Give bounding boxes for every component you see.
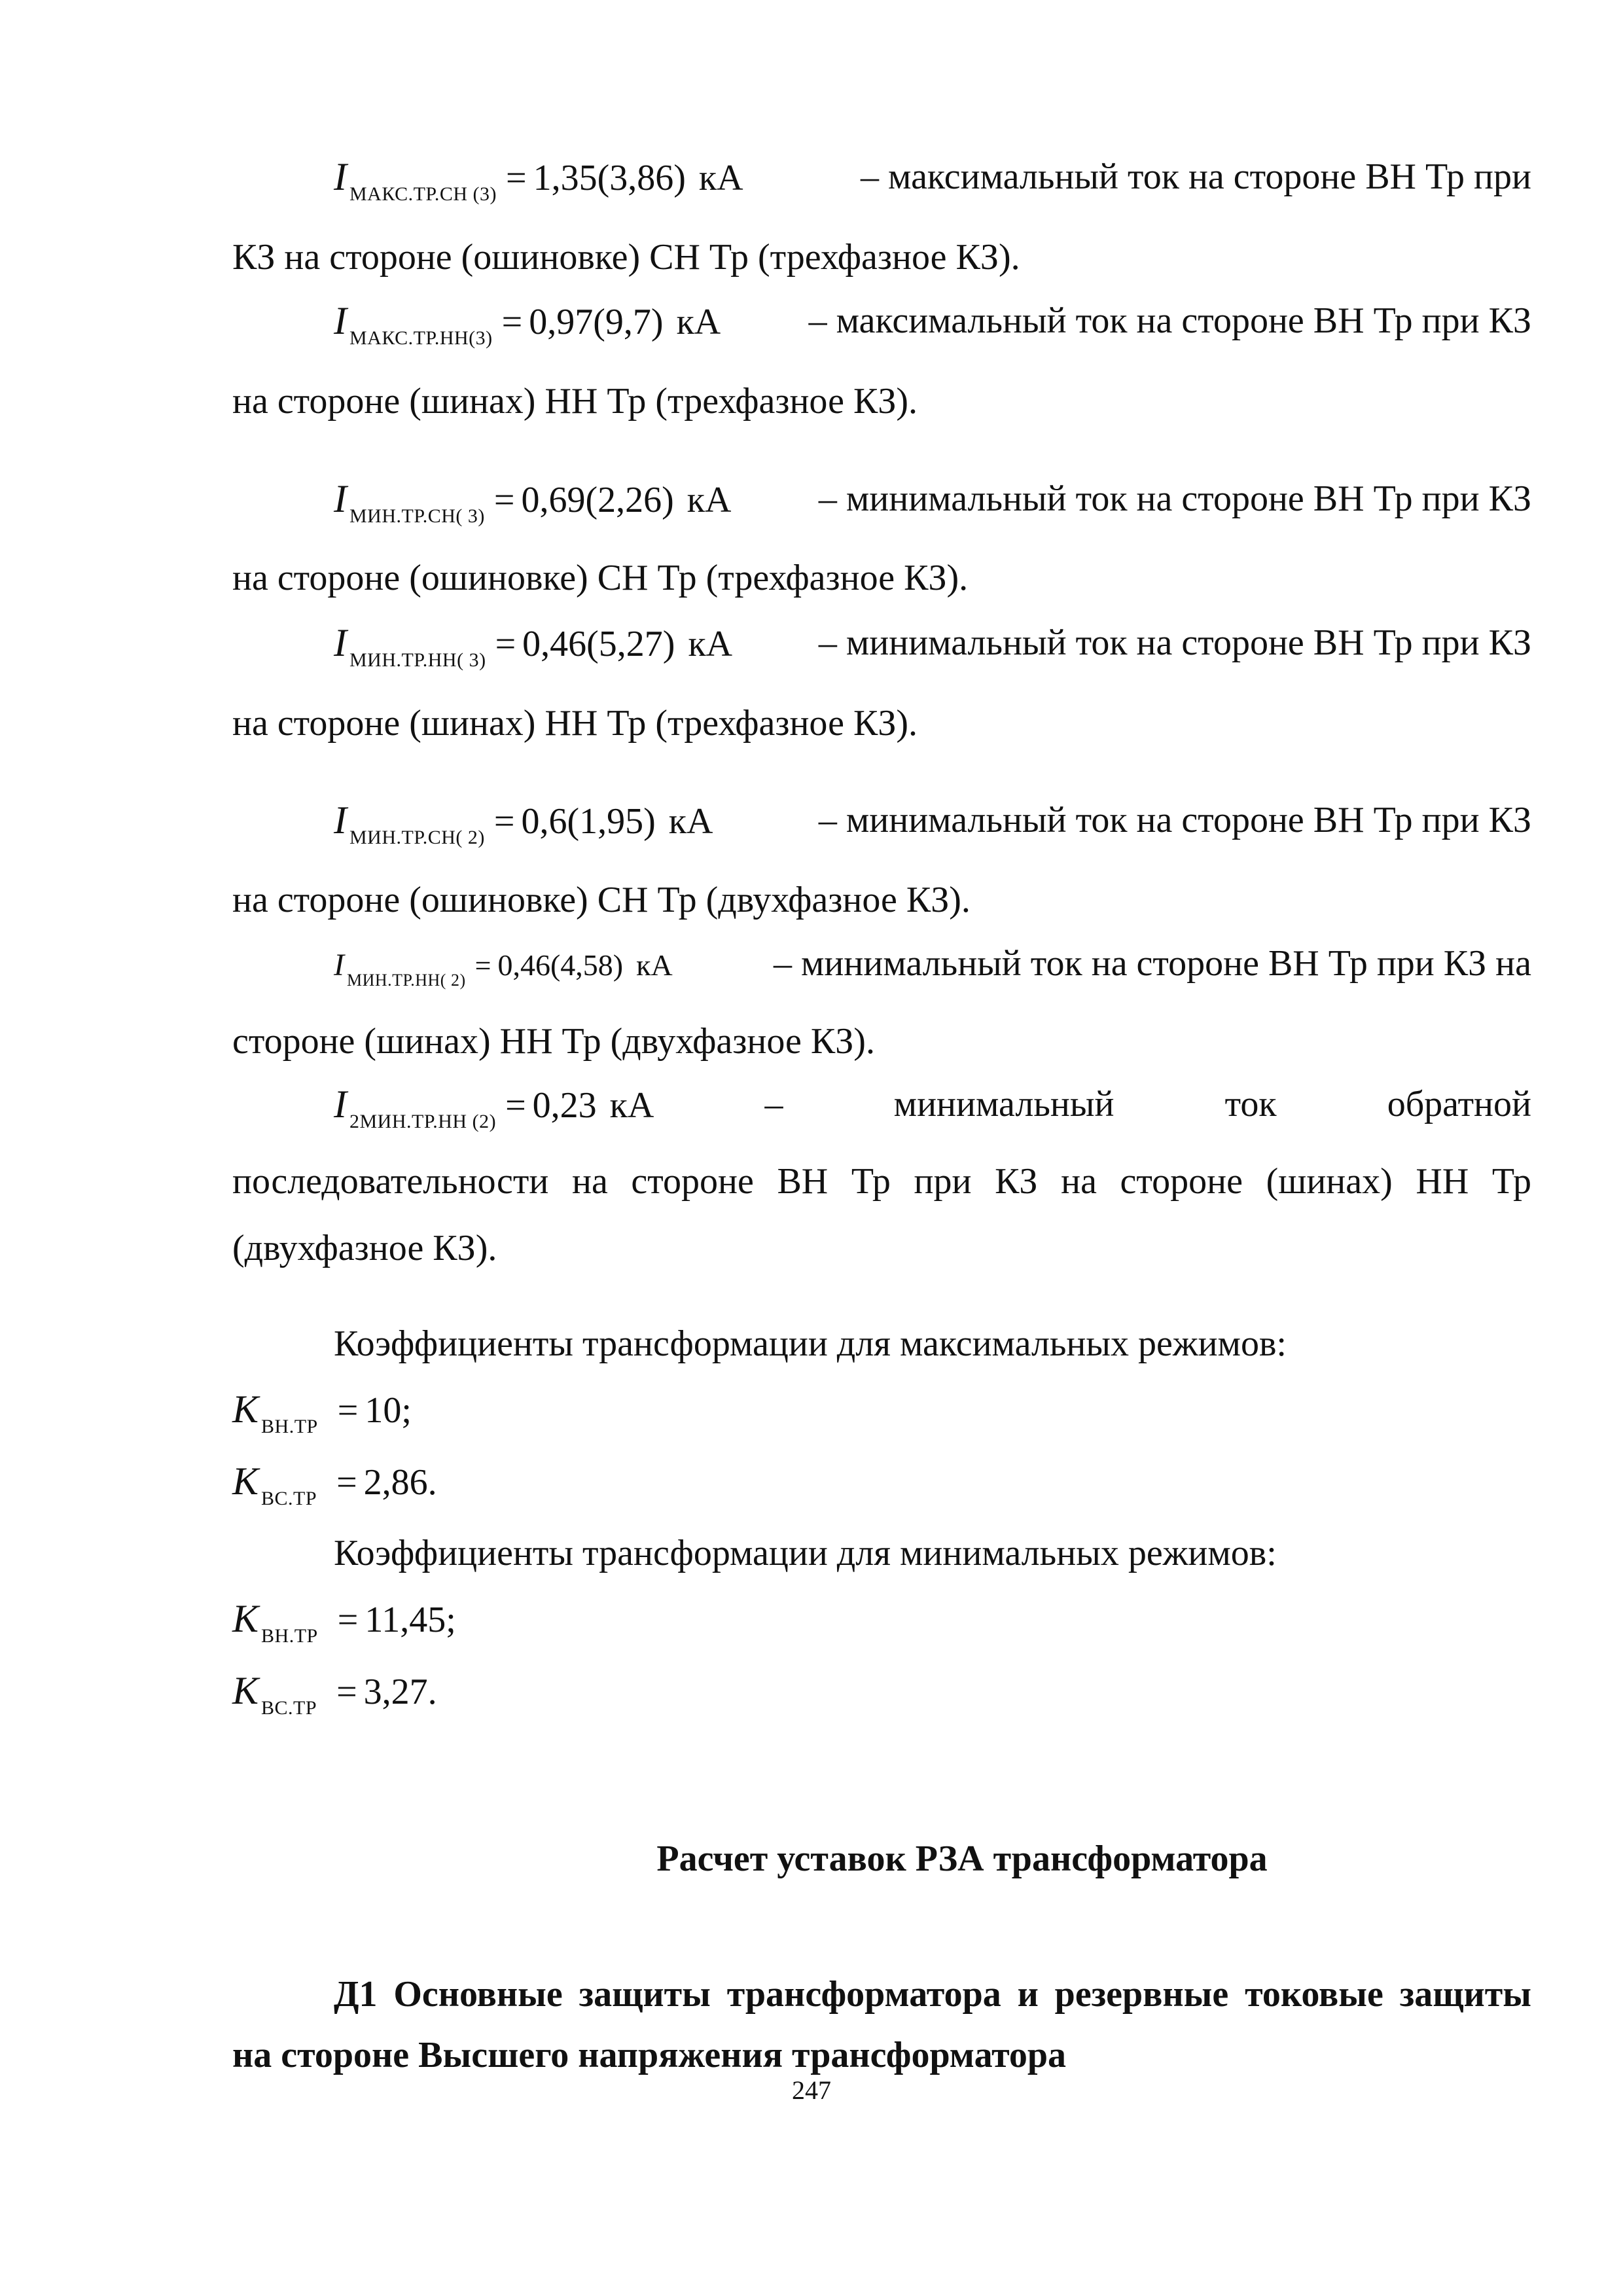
equals-sign: = [495,624,516,664]
equals-sign: = [493,480,515,520]
equals-sign: = [474,950,491,982]
formula-unit: кА [687,480,732,520]
dash: – [764,1084,783,1124]
formula-continuation: на стороне (ошиновке) СН Тр (трехфазное КЗ). [232,558,969,598]
word: обратной [1387,1084,1531,1124]
equals-sign: = [501,302,523,342]
word: токовые [1245,1974,1383,2015]
coeff-value: 11,45; [365,1600,456,1640]
current-symbol: I [334,1083,347,1126]
subscript: МИН.ТР.НН( 3) [349,649,486,671]
subscript: МАКС.ТР.НН(3) [349,327,493,349]
coeff-symbol: K [232,1388,259,1431]
coeff-value: 2,86. [363,1462,437,1503]
word: стороне [1120,1161,1243,1202]
subsection-heading-line1 [334,1971,1531,2017]
subsection-heading-line2: на стороне Высшего напряжения трансформатора [232,2035,1067,2075]
equals-sign: = [336,1672,357,1712]
coeff-min-vn [232,1596,1531,1649]
subscript: МИН.ТР.СН( 3) [349,505,485,527]
formula-max-ch3 [334,154,1531,207]
coeff-symbol: K [232,1669,259,1712]
word: при [914,1161,972,1202]
word: защиты [1399,1974,1531,2015]
word: Тр [851,1161,891,1202]
formula-continuation-justified [232,1158,1531,1204]
formula-unit: кА [636,948,673,982]
word: ток [1224,1084,1277,1124]
page-number: 247 [792,2075,831,2105]
formula-description: – минимальный ток на стороне ВН Тр при КЗ [818,478,1531,519]
subscript: ВС.ТР [261,1697,317,1719]
formula-unit: кА [698,158,743,198]
coeff-symbol: K [232,1597,259,1640]
subscript: МИН.ТР.НН( 2) [346,971,466,990]
formula-continuation: стороне (шинах) НН Тр (двухфазное КЗ). [232,1021,875,1062]
word: Д1 [334,1974,378,2015]
coeff-max-vn [232,1386,1531,1439]
coeff-value: 3,27. [363,1672,437,1712]
formula-description: – минимальный ток на стороне ВН Тр при КЗ на [773,943,1531,984]
word: НН [1416,1161,1469,1202]
subscript: МИН.ТР.СН( 2) [349,827,485,848]
current-symbol: I [334,299,347,342]
subscript: МАКС.ТР.СН (3) [349,183,497,205]
formula-min-nn3 [334,620,1531,673]
word: стороне [631,1161,754,1202]
coeff-min-vs [232,1668,1531,1721]
formula-continuation: на стороне (шинах) НН Тр (трехфазное КЗ). [232,381,918,422]
formula-unit: кА [688,624,733,664]
subscript: 2МИН.ТР.НН (2) [349,1111,497,1132]
formula-min-ch2 [334,797,1531,850]
word: защиты [579,1974,711,2015]
formula-value: 0,23 [532,1085,597,1126]
word: ВН [777,1161,829,1202]
equals-sign: = [337,1390,359,1431]
formula-min-nn2 [334,941,1531,993]
word: Основные [393,1974,563,2015]
coeff-value: 10; [365,1390,412,1431]
coeff-max-vs [232,1458,1531,1511]
coeff-min-title: Коэффициенты трансформации для минимальных режимов: [334,1533,1277,1573]
equals-sign: = [337,1600,359,1640]
equals-sign: = [505,1085,526,1126]
equals-sign: = [506,158,527,198]
subscript: ВН.ТР [261,1416,318,1437]
formula-value: 0,46(4,58) [497,948,624,982]
word: (шинах) [1266,1161,1393,1202]
subscript: ВС.ТР [261,1488,317,1509]
word: на [1061,1161,1097,1202]
current-symbol: I [334,621,347,664]
section-heading: Расчет уставок РЗА трансформатора [656,1839,1268,1879]
formula-value: 0,69(2,26) [521,480,674,520]
equals-sign: = [336,1462,357,1503]
formula-unit: кА [609,1085,654,1126]
formula-description: – минимальный ток на стороне ВН Тр при КЗ [818,622,1531,663]
formula-unit: кА [668,801,713,842]
current-symbol: I [334,948,344,982]
word: резервные [1054,1974,1229,2015]
word: минимальный [893,1084,1115,1124]
word: трансформатора [726,1974,1001,2015]
formula-value: 0,46(5,27) [522,624,675,664]
word: и [1017,1974,1039,2015]
current-symbol: I [334,155,347,198]
subscript: ВН.ТР [261,1625,318,1647]
current-symbol: I [334,477,347,520]
formula-description: – максимальный ток на стороне ВН Тр при [861,156,1531,197]
word: последовательности [232,1161,549,1202]
formula-continuation: (двухфазное КЗ). [232,1228,497,1268]
formula-continuation: на стороне (шинах) НН Тр (трехфазное КЗ). [232,703,918,744]
formula-continuation: КЗ на стороне (ошиновке) СН Тр (трехфазное КЗ). [232,237,1020,278]
formula-continuation: на стороне (ошиновке) СН Тр (двухфазное КЗ). [232,880,971,920]
formula-description: – минимальный ток на стороне ВН Тр при КЗ [818,800,1531,840]
current-symbol: I [334,798,347,842]
formula-description: – максимальный ток на стороне ВН Тр при КЗ [808,300,1531,341]
coeff-symbol: K [232,1460,259,1503]
formula-value: 0,6(1,95) [521,801,656,842]
formula-value: 1,35(3,86) [533,158,686,198]
formula-unit: кА [676,302,721,342]
formula-value: 0,97(9,7) [529,302,664,342]
word: Тр [1491,1161,1531,1202]
coeff-max-title: Коэффициенты трансформации для максимальных режимов: [334,1323,1287,1364]
formula-min-ch3 [334,476,1531,529]
formula-max-nn3 [334,298,1531,351]
equals-sign: = [493,801,515,842]
formula-min-negative-seq [334,1081,1531,1134]
word: на [571,1161,608,1202]
word: КЗ [995,1161,1038,1202]
